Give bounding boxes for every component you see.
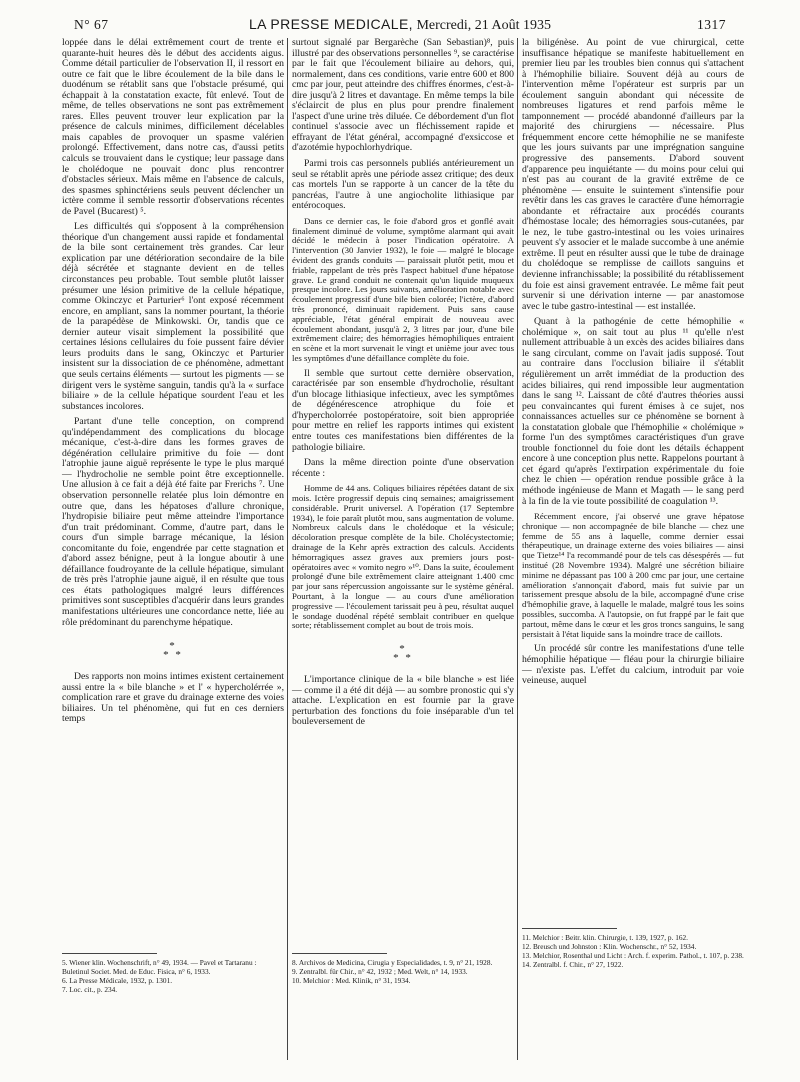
- footnote-rule: [62, 953, 157, 954]
- footnote: 9. Zentralbl. für Chir., n° 42, 1932 ; Med. Welt, n° 14, 1933.: [292, 967, 468, 976]
- paragraph: Des rapports non moins intimes existent certainement aussi entre la « bile blanche » et l' « hypercholérrée », complication rare et grave du drainage externe des voies biliaires. Un tel phénomène, qui fut en ces derniers temps: [62, 671, 284, 725]
- footnotes: [62, 943, 284, 994]
- footnote: 5. Wiener klin. Wochenschrift, n° 49, 1934. — Pavel et Tartaranu : Buletinul Societ. Med. de Educ. Fisica, n° 6, 1933.: [62, 958, 257, 976]
- column-divider: [517, 38, 518, 1060]
- column-left: [62, 37, 284, 994]
- paragraph: Parmi trois cas personnels publiés antérieurement un seul se rétablit après une période assez critique; des deux cas mortels l'un se rapporte à un cancer de la tête du pancréas, l'autre à une angiocholite lithiasique par entérocoques.: [292, 158, 514, 212]
- footnote: 10. Melchior : Med. Klinik, n° 31, 1934.: [292, 976, 411, 985]
- footnotes: [292, 943, 514, 985]
- footnote: 11. Melchior : Beitr. klin. Chirurgie, t. 139, 1927, p. 162.: [522, 933, 688, 942]
- journal-name: LA PRESSE MEDICALE,: [248, 16, 413, 32]
- paragraph: Les difficultés qui s'opposent à la compréhension théorique d'un changement aussi rapide et fondamental de la bile sont certainement très grandes. Car leur explication par une détérioration secondaire de la bile déjà sécrétée et stagnante devient en de telles circonstances peu probable. Tout semble plutôt laisser présumer une lésion primitive de la cellule hépatique, comme Okinczyc et Parturier⁶ l'ont exposé récemment encore, en ampliant, sans la nommer pourtant, la théorie de la parapédèse de Minkowski. Or, tandis que ce dernier auteur visait simplement la possibilité que certaines lésions cellulaires du foie pussent faire dévier leurs produits dans le sang, Okinczyc et Parturier insistent sur la dissociation de ce phénomène, admettant que seuls certains éléments — surtout les pigments — se dirigent vers le système sanguin, tandis qu'à la « surface biliaire » de la cellule hépatique sourdent l'eau et les substances incolores.: [62, 221, 284, 412]
- column-divider: [287, 38, 288, 1060]
- paragraph: loppée dans le délai extrêmement court de trente et quarante-huit heures dès le début des accidents aigus. Comme détail particulier de l'observation II, il ressort en outre ce fait que le libre écoulement de la bile dans le duodénum se rétablit sans que l'obstacle présumé, qui échappait à la constatation exacte, fût enlevé. Tout de même, de telles observations ne sont pas extrêmement rares. Elles peuvent trouver leur explication par la présence de calculs minimes, difficilement décelables mais capables de provoquer un spasme valérien prolongé. Effectivement, dans notre cas, d'aussi petits calculs se trouvaient dans le cystique; leur passage dans le cholédoque ne pouvait donc plus rencontrer d'obstacles sérieux. Mais même en l'absence de calculs, des spasmes sphinctériens seuls peuvent déclencher un ictère comme il semble ressortir d'observations récentes de Pavel (Bucarest) ⁵.: [62, 37, 284, 217]
- paragraph: Partant d'une telle conception, on comprend qu'indépendamment des complications du blocage mécanique, c'est-à-dire dans les formes graves de dégénération cellulaire primitive du foie — dont l'atrophie jaune aiguë représente le type le plus marqué — l'hydrocholie ne semble point être exceptionnelle. Une allusion à ce fait a déjà été faite par Frerichs ⁷. Une observation personnelle relatée plus loin démontre en outre que, dans les hépatoses d'allure chronique, l'hydropisie biliaire peut même atteindre l'importance d'un trait prédominant. Comme, d'autre part, dans le cours d'un simple barrage mécanique, la lésion concomitante du foie, engendrée par cette stagnation et d'abord assez bénigne, peut à la longue aboutir à une défaillance foudroyante de la cellule hépatique, simulant de très près l'atrophie jaune aiguë, il en résulte que tous ces états pathologiques malgré leurs différences primitives sont susceptibles d'acquérir dans leurs grandes manifestations ultérieures une concordance nette, liée au rôle prédominant du parenchyme hépatique.: [62, 416, 284, 628]
- footnote: 12. Breusch und Johnston : Klin. Wochenschr., n° 52, 1934.: [522, 942, 697, 951]
- paragraph: L'importance clinique de la « bile blanche » est liée — comme il a été dit déjà — au sombre pronostic qui s'y attache. L'explication en est fournie par la grave perturbation des fonctions du foie inséparable d'un tel bouleversement de: [292, 674, 514, 728]
- column-middle: [292, 37, 514, 985]
- paragraph: surtout signalé par Bergarèche (San Sebastian)⁸, puis illustré par des observations personnelles ⁹, se caractérise par le fait que l'écoulement biliaire au dehors, qui, normalement, dans ces conditions, varie entre 600 et 800 cmc par jour, peut atteindre des chiffres énormes, c'est-à-dire jusqu'à 2 litres et davantage. En même temps la bile s'éclaircit de plus en plus pour prendre finalement l'aspect d'une urine très diluée. Ce débordement d'un flot continuel s'associe avec un fléchissement rapide et effrayant de l'état général, accompagné d'exsiccose et d'azotémie hypochlorhydrique.: [292, 37, 514, 154]
- section-separator: * * *: [163, 640, 183, 662]
- paragraph: Quant à la pathogénie de cette hémophilie « cholémique », on sait tout au plus ¹¹ qu'elle n'est nullement attribuable à un excès des acides biliaires dans le sang circulant, comme on l'avait jadis supposé. Tout au contraire dans l'occlusion biliaire il s'établit régulièrement un arrêt immédiat de la production des acides biliaires, qui rend impossible leur augmentation dans le sang ¹². Laissant de côté d'autres théories aussi peu convaincantes qui furent émises à ce sujet, nos connaissances actuelles sur ce phénomène se bornent à la constatation globale que l'hémophilie « cholémique » forme l'un des symptômes caractéristiques d'un grave trouble fonctionnel du foie dont les détails échappent encore à une conception plus nette. Rappelons pourtant à cet égard qu'après l'extirpation expérimentale du foie chez le chien — opération rendue possible grâce à la méthode ingénieuse de Mann et Magath — le sang perd à la fin de la vie toute possibilité de coagulation ¹³.: [522, 316, 744, 507]
- paragraph: Il semble que surtout cette dernière observation, caractérisée par son ensemble d'hydrocholie, résultant d'un blocage lithiasique infectieux, avec les symptômes de dégénérescence atrophique du foie et d'hypercholorrée postopératoire, soit bien appropriée pour mettre en relief les rapports intimes qui existent entre toutes ces manifestations bien différentes de la pathologie biliaire.: [292, 367, 514, 453]
- paragraph: Un procédé sûr contre les manifestations d'une telle hémophilie hépatique — fléau pour la chirurgie biliaire — n'existe pas. L'effet du calcium, introduit par voie veineuse, auquel: [522, 643, 744, 687]
- column-right: [522, 37, 744, 969]
- paragraph: la biligénèse. Au point de vue chirurgical, cette insuffisance hépatique se manifeste habituellement en premier lieu par les troubles bien connus qui s'attachent à l'hémophilie biliaire. Souvent déjà au cours de l'intervention même l'opérateur est surpris par un écoulement sanguin abondant qui nécessite de nombreuses ligatures et rend parfois même le tamponnement — procédé abandonné d'ailleurs par la majorité des chirurgiens — nécessaire. Plus fréquemment encore cette hémophilie ne se manifeste que les jours suivants par une imprégnation sanguine progressive des pansements. D'abord souvent d'apparence peu inquiétante — du moins pour celui qui n'est pas au courant de la gravité extrême de ce phénomène — ensuite le suintement s'intensifie pour revêtir dans les cas graves le caractère d'une hémorragie abondante et réfractaire aux procédés courants d'hémostase locale; des hémorragies sous-cutanées, par le nez, le tube gastro-intestinal ou les voies urinaires peuvent s'y associer et le malade succombe à une anémie extrême. Il peut en résulter aussi que le tube de drainage du cholédoque se remplisse de caillots sanguins et devienne infranchissable; la possibilité du rétablissement du foie est ainsi gravement entravée. Le même fait peut survenir si une dérivation interne — par anastomose avec le tube gastro-intestinal — est installée.: [522, 37, 744, 312]
- running-title: [58, 16, 742, 34]
- page-number: 1317: [697, 17, 726, 32]
- footnote: 14. Zentralbl. f. Chir., n° 27, 1922.: [522, 960, 624, 969]
- footnote: 6. La Presse Médicale, 1932, p. 1301.: [62, 976, 173, 985]
- paragraph: Dans la même direction pointe d'une observation récente :: [292, 457, 514, 479]
- page-header: [58, 14, 742, 38]
- footnote: 7. Loc. cit., p. 234.: [62, 985, 118, 994]
- footnote: 13. Melchior, Rosenthal und Licht : Arch. f. experim. Pathol., t. 107, p. 238.: [522, 951, 744, 960]
- section-separator: * * *: [393, 643, 413, 665]
- issue-date: Mercredi, 21 Août 1935: [416, 18, 552, 33]
- footnote-rule: [292, 953, 387, 954]
- footnote-rule: [522, 928, 617, 929]
- case-report: Récemment encore, j'ai observé une grave hépatose chronique — non accompagnée de bile blanche — chez une femme de 55 ans à laquelle, comme dernier essai thérapeutique, un drainage externe des voies biliaires — ainsi que Tietze¹⁴ l'a recommandé pour de tels cas désespérés — fut institué (28 Novembre 1934). Malgré une sécrétion biliaire minime ne dépassant pas 100 à 200 cmc par jour, une certaine amélioration s'annonçait d'abord, mais fut suivie par un tarissement presque absolu de la bile, accompagné d'une crise d'hémophilie grave, à laquelle le malade, malgré tous les soins possibles, succomba. A l'autopsie, on fut frappé par le fait que partout, même dans le cœur et les gros troncs sanguins, le sang persistait à l'état liquide sans la moindre trace de caillots.: [522, 511, 744, 639]
- case-report: Dans ce dernier cas, le foie d'abord gros et gonflé avait finalement diminué de volume, symptôme alarmant qui avait décidé le médecin à poser l'indication opératoire. A l'intervention (30 Janvier 1932), le foie — malgré le blocage évident des grands conduits — paraissait plutôt petit, mou et friable, rappelant de très près l'aspect habituel d'une hépatose grave. Le grand conduit ne contenait qu'un liquide muqueux presque incolore. Les jours suivants, amélioration notable avec écoulement progressif d'une bile bien colorée; l'ictère, d'abord très prononcé, diminuait rapidement. Puis sans cause appréciable, l'état général empirait de nouveau avec écoulement abondant, jusqu'à 2, 3 litres par jour, d'une bile extrêmement claire; des hémorragies hémophiliques entraient en scène et la mort survenait le vingt et unième jour avec tous les symptômes d'une défaillance complète du foie.: [292, 215, 514, 363]
- footnote: 8. Archivos de Medicina, Cirugia y Especialidades, t. 9, n° 21, 1928.: [292, 958, 493, 967]
- case-report: Homme de 44 ans. Coliques biliaires répétées datant de six mois. Ictère progressif depuis cinq semaines; amaigrissement considérable. Prurit universel. A l'opération (17 Septembre 1934), le foie paraît plutôt mou, sans augmentation de volume. Nombreux calculs dans le cholédoque et la vésicule; décoloration presque complète de la bile. Cholécystectomie; drainage de la Kehr après extraction des calculs. Accidents hémorragiques assez graves aux premiers jours post-opératoires avec « vomito negro »¹⁰. Dans la suite, écoulement prolongé d'une bile extrêmement claire atteignant 1.400 cmc par jour sans répercussion angoissante sur le système général. Pourtant, à la longue — au cours d'une amélioration progressive — l'écoulement tarissait peu à peu, résultat auquel le sondage duodénal répété semblait contribuer en quelque sorte; rétablissement complet au bout de trois mois.: [292, 483, 514, 631]
- issue-number: N° 67: [74, 17, 109, 32]
- footnotes: [522, 918, 744, 969]
